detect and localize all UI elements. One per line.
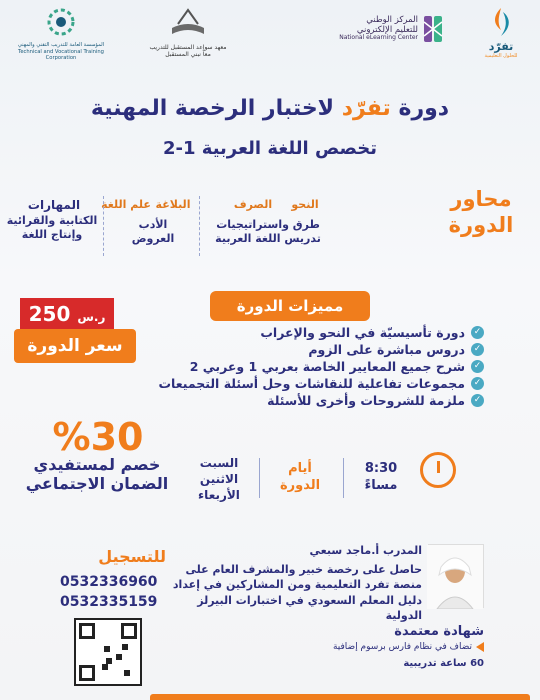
title-rest: لاختبار الرخصة المهنية [90, 96, 335, 121]
institute-logo [128, 6, 248, 58]
schedule-time: 8:30 مساءً [364, 461, 398, 493]
schedule-divider [343, 458, 344, 498]
tvtc-logo-icon [43, 6, 79, 38]
check-icon: ✓ [471, 377, 484, 390]
footer-bar [150, 694, 530, 700]
qr-code[interactable] [74, 618, 142, 686]
institute-logo-line1: معهد سواعد المستقبل للتدريب [149, 44, 227, 51]
days-label: أيام الدورة [279, 461, 321, 493]
phone-number[interactable]: 0532335159 [60, 594, 158, 610]
discount-percent: %30 [52, 415, 144, 459]
nelc-logo-line2: للتعليم الإلكتروني [356, 24, 418, 35]
stopwatch-icon [420, 452, 456, 488]
features-header: مميزات الدورة [210, 291, 370, 321]
tvtc-logo-line1: المؤسسة العامة للتدريب التقني والمهني [17, 42, 105, 48]
phone-number[interactable]: 0532336960 [60, 574, 158, 590]
tafarrod-logo [470, 6, 532, 59]
trainer-name: المدرب أ.ماجد سبعي [309, 544, 422, 557]
axis-methods: طرق واستراتيجيات تدريس اللغة العربية [215, 218, 321, 246]
nelc-logo [304, 12, 444, 46]
axis-nahw: النحو [291, 198, 319, 211]
feature-item: ✓ دورة تأسيسيّة في النحو والإعراب [64, 324, 484, 341]
check-icon: ✓ [471, 394, 484, 407]
trainer-bio: حاصل على رخصة خبير والمشرف العام على منصة تفرد التعليمية ومن المشاركين في إعداد دليل المعلم السعودي في اختبارات البيرلز الدولية [172, 563, 422, 623]
tvtc-logo-en: Technical and Vocational Training Corporation [18, 48, 104, 61]
certificate-note: تضاف في نظام فارس برسوم إضافية [284, 642, 484, 652]
axes-divider [103, 196, 104, 256]
certificate-title: شهادة معتمدة [394, 624, 484, 639]
feature-item: ✓ شرح جميع المعايير الخاصة بعربي 1 وعربي 2 [64, 358, 484, 375]
tafarrod-logo-name: تفرّد [488, 40, 514, 53]
certificate-hours: 60 ساعة تدريبية [403, 658, 484, 669]
book-icon [168, 6, 208, 40]
tafarrod-logo-icon [481, 6, 521, 40]
check-icon: ✓ [471, 360, 484, 373]
registration-label: للتسجيل [98, 547, 166, 566]
check-icon: ✓ [471, 343, 484, 356]
days-list: السبت الاثنين الأربعاء [198, 456, 240, 503]
price-label: سعر الدورة [14, 329, 136, 363]
nelc-logo-icon [422, 12, 444, 46]
institute-logo-line2: معاً نبني المستقبل [165, 51, 211, 59]
feature-item: ✓ دروس مباشرة على الزوم [64, 341, 484, 358]
page-title [0, 96, 540, 121]
axis-sarf: الصرف [233, 198, 273, 211]
axis-skills: المهارات [27, 198, 81, 212]
discount-text: خصم لمستفيدي الضمان الاجتماعي [25, 455, 169, 494]
price-amount: 250 [28, 302, 71, 326]
axes-label: محاور الدورة [448, 187, 514, 238]
axis-literature: الأدب العروض [131, 218, 175, 246]
feature-item: ✓ مجموعات تفاعلية للنقاشات وحل أسئلة التجميعات [64, 375, 484, 392]
nelc-logo-en: National eLearning Center [339, 34, 418, 42]
tafarrod-logo-tagline: للحلول التعليمية [484, 53, 518, 59]
nelc-logo-line1: المركز الوطني [366, 14, 418, 25]
check-icon: ✓ [471, 326, 484, 339]
price-tag [20, 298, 114, 330]
axis-skills-body: الكتابية والقرائية وإنتاج اللغة [6, 214, 98, 242]
trainer-photo [428, 544, 484, 608]
page-subtitle: تخصص اللغة العربية 1-2 [162, 138, 378, 159]
title-brand: تفرّد [341, 96, 391, 121]
feature-item: ✓ ملزمة للشروحات وأخرى للأسئلة [64, 392, 484, 409]
price-currency: ر.س [77, 310, 106, 324]
axes-divider [199, 196, 200, 256]
axis-balagha: البلاغة [155, 198, 191, 211]
axis-linguistics: علم اللغة [101, 198, 151, 211]
schedule-divider [259, 458, 260, 498]
arrow-icon [476, 642, 484, 652]
tvtc-logo [2, 6, 120, 62]
title-prefix: دورة [398, 96, 450, 121]
